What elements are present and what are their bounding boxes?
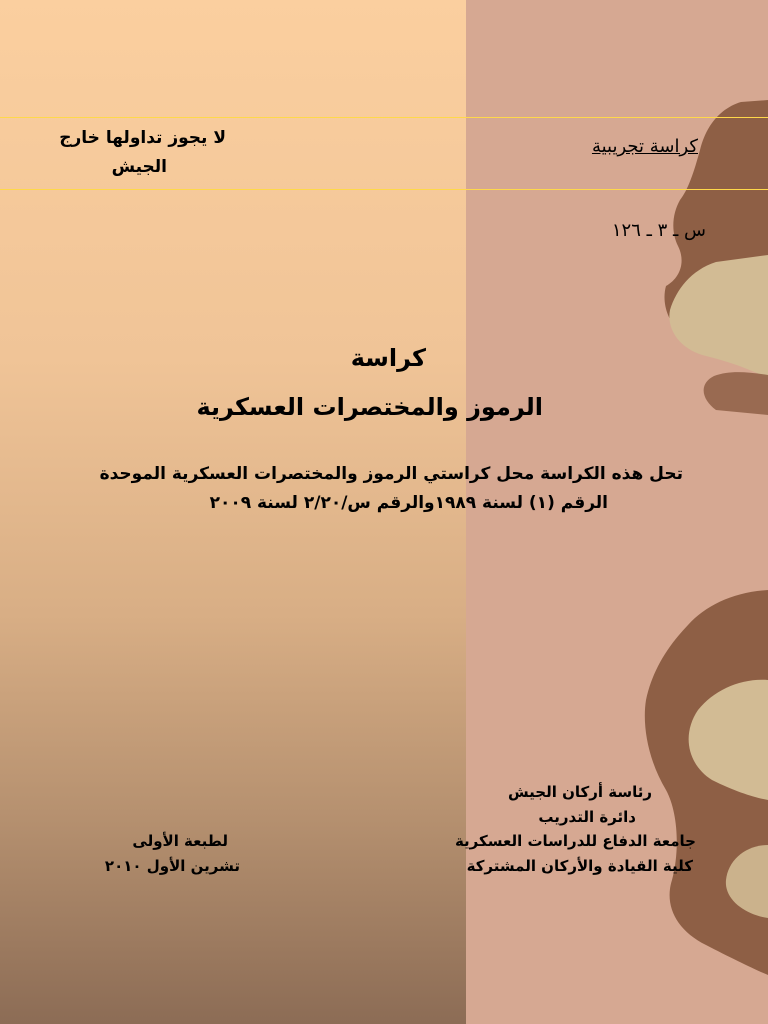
header-divider-bottom (0, 189, 768, 190)
issuer-line-3: جامعة الدفاع للدراسات العسكرية (454, 832, 696, 850)
issuer-line-2: دائرة التدريب (538, 808, 636, 826)
document-code: س ـ ٣ ـ ١٢٦ (611, 220, 706, 241)
description-line-1: تحل هذه الكراسة محل كراستي الرموز والمختصرات العسكرية الموحدة (99, 464, 683, 484)
issuer-line-4: كلية القيادة والأركان المشتركة (466, 857, 693, 875)
restriction-line-2: الجيش (111, 157, 167, 177)
description-line-2: الرقم (١) لسنة ١٩٨٩والرقم س/٢/٢٠ لسنة ٢٠٠٩ (209, 493, 608, 513)
restriction-line-1: لا يجوز تداولها خارج (59, 128, 226, 148)
camo-dark-shape-middle (704, 372, 768, 415)
title-line-1: كراسة (350, 344, 426, 372)
header-divider-top (0, 117, 768, 118)
edition-line-2: تشرين الأول ٢٠١٠ (104, 857, 240, 875)
booklet-type-label: كراسة تجريبية (591, 136, 698, 157)
edition-line-1: لطبعة الأولى (132, 832, 228, 850)
issuer-line-1: رئاسة أركان الجيش (507, 783, 652, 801)
title-line-2: الرموز والمختصرات العسكرية (196, 393, 543, 421)
